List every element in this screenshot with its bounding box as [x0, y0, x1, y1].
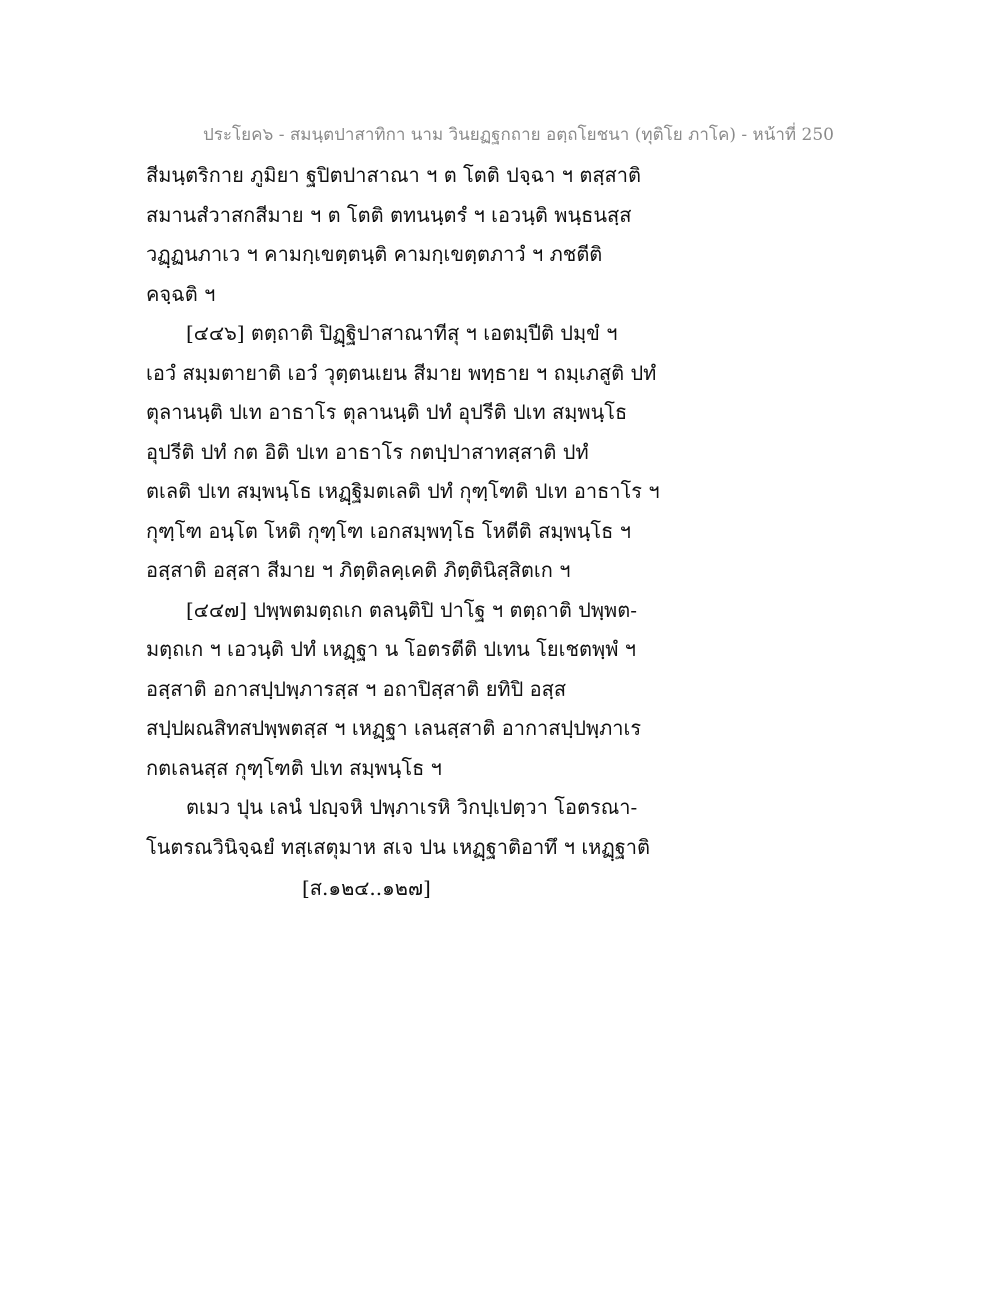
body-text	[146, 156, 846, 867]
text-line: [๔๔๖] ตตฺถาติ ปิฏฺฐิปาสาณาทีสุ ฯ เอตมฺปีติ ปมฺขํ ฯ	[186, 321, 618, 345]
text-line: กตเลนสฺส กุฑฺโฑติ ปเท สมฺพนฺโธ ฯ	[146, 755, 442, 780]
text-line: วฏฺฏนภาเว ฯ คามกฺเขตฺตนฺติ คามกฺเขตฺตภาวํ ฯ ภชตีติ	[146, 242, 603, 266]
text-line: สปฺปผณสิทสปพฺพตสฺส ฯ เหฏฺฐา เลนสฺสาติ อากาสปฺปพฺภาเร	[146, 716, 642, 740]
text-line: คจฺฉติ ฯ	[146, 281, 216, 306]
page-reference: [ส.๑๒๔..๑๒๗]	[302, 876, 431, 900]
text-line: สมานสํวาสกสีมาย ฯ ต โตติ ตทนนฺตรํ ฯ เอวนฺติ พนฺธนสฺส	[146, 202, 632, 227]
text-line: [๔๔๗] ปพฺพตมตฺถเก ตลนฺติปิ ปาโฐ ฯ ตตฺถาติ ปพฺพต-	[186, 597, 637, 622]
text-line: ตเมว ปุน เลนํ ปญฺจหิ ปพฺภาเรหิ วิกปฺเปตฺวา โอตรณา-	[186, 795, 638, 819]
running-header: ประโยค๖ - สมนฺตปาสาทิกา นาม วินยฏฐกถาย อตฺถโยชนา (ทุติโย ภาโค) - หน้าที่ 250	[203, 125, 834, 145]
paragraph	[146, 788, 846, 867]
paragraph	[146, 591, 846, 789]
text-line: ตุลานนฺติ ปเท อาธาโร ตุลานนฺติ ปทํ อุปรีติ ปเท สมฺพนฺโธ	[146, 400, 628, 424]
text-line: กุฑฺโฑ อนฺโต โหติ กุฑฺโฑ เอกสมฺพทฺโธ โหตีติ สมฺพนฺโธ ฯ	[146, 518, 631, 543]
text-line: โนตรณวินิจฺฉยํ ทสฺเสตุมาห สเจ ปน เหฏฺฐาติอาทึ ฯ เหฏฺฐาติ	[146, 834, 651, 859]
text-line: สีมนฺตริกาย ภูมิยา ฐปิตปาสาณา ฯ ต โตติ ปจฺฉา ฯ ตสฺสาติ	[146, 163, 641, 187]
text-line: ตเลติ ปเท สมฺพนฺโธ เหฏฺฐิมตเลติ ปทํ กุฑฺโฑติ ปเท อาธาโร ฯ	[146, 479, 660, 503]
paragraph	[146, 156, 846, 314]
paragraph	[146, 314, 846, 591]
text-line: เอวํ สมฺมตายาติ เอวํ วุตฺตนเยน สีมาย พทฺธาย ฯ ถมฺเภสูติ ปทํ	[146, 360, 657, 385]
text-line: อุปรีติ ปทํ กต อิติ ปเท อาธาโร กตปฺปาสาทสฺสาติ ปทํ	[146, 439, 589, 464]
text-line: อสฺสาติ อกาสปฺปพฺภารสฺส ฯ อถาปิสฺสาติ ยทิปิ อสฺส	[146, 676, 567, 701]
text-line: มตฺถเก ฯ เอวนฺติ ปทํ เหฏฺฐา น โอตรตีติ ปเทน โยเชตพฺพํ ฯ	[146, 637, 636, 661]
text-line: อสฺสาติ อสฺสา สีมาย ฯ ภิตฺติลคฺเคติ ภิตฺตินิสฺสิตเก ฯ	[146, 558, 571, 582]
